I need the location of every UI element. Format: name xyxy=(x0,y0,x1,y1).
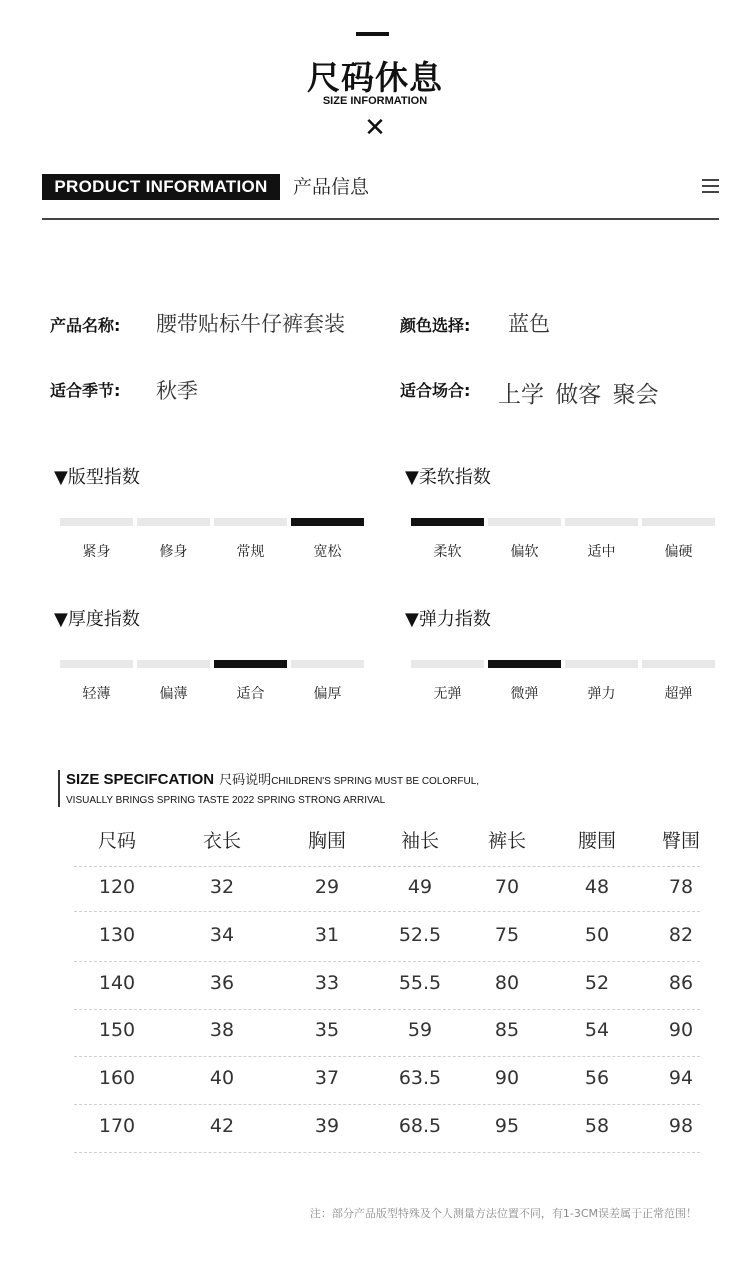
row-divider xyxy=(74,1009,700,1010)
thickness-index-option: 偏厚 xyxy=(313,686,342,702)
softness-index-option: 适中 xyxy=(587,544,616,560)
fit-index-title: ▼版型指数 xyxy=(54,467,140,488)
table-header-cell: 臀围 xyxy=(661,830,700,852)
row-divider xyxy=(74,1152,700,1153)
size-spec-subtitle-2: VISUALLY BRINGS SPRING TASTE 2022 SPRING STRONG ARRIVAL xyxy=(66,795,386,806)
product-name-value: 腰带贴标牛仔裤套装 xyxy=(156,312,345,336)
softness-index-title: ▼柔软指数 xyxy=(405,467,491,488)
size-spec-subtitle-1: CHILDREN'S SPRING MUST BE COLORFUL, xyxy=(271,776,480,787)
row-divider xyxy=(74,1056,700,1057)
thickness-index-bar xyxy=(291,660,364,668)
table-cell: 58 xyxy=(584,1115,610,1137)
elasticity-index-bar xyxy=(411,660,484,668)
table-cell: 90 xyxy=(494,1067,520,1089)
table-cell: 39 xyxy=(314,1115,340,1137)
table-header-cell: 衣长 xyxy=(202,830,241,852)
table-cell: 59 xyxy=(407,1019,433,1041)
table-cell: 170 xyxy=(98,1115,136,1137)
table-cell: 35 xyxy=(314,1019,340,1041)
softness-index-bar xyxy=(488,518,561,526)
table-cell: 90 xyxy=(668,1019,694,1041)
header-divider xyxy=(42,218,719,220)
table-cell: 42 xyxy=(209,1115,235,1137)
table-cell: 82 xyxy=(668,924,694,946)
color-label: 颜色选择: xyxy=(400,316,471,335)
size-spec-heading xyxy=(66,769,479,788)
product-information-label: 产品信息 xyxy=(293,176,370,198)
close-icon: ✕ xyxy=(364,113,386,143)
fit-index-bar xyxy=(214,518,287,526)
table-cell: 52 xyxy=(584,972,610,994)
fit-index-bar-selected xyxy=(291,518,364,526)
table-cell: 54 xyxy=(584,1019,610,1041)
table-header-cell: 尺码 xyxy=(97,830,136,852)
table-cell: 150 xyxy=(98,1019,136,1041)
table-cell: 38 xyxy=(209,1019,235,1041)
softness-index-bar xyxy=(565,518,638,526)
table-cell: 34 xyxy=(209,924,235,946)
elasticity-index-option: 超弹 xyxy=(664,686,693,702)
season-label: 适合季节: xyxy=(50,381,121,400)
thickness-index-bar xyxy=(60,660,133,668)
thickness-index-bar xyxy=(137,660,210,668)
table-cell: 63.5 xyxy=(398,1067,442,1089)
table-cell: 80 xyxy=(494,972,520,994)
menu-icon xyxy=(702,179,719,193)
table-cell: 140 xyxy=(98,972,136,994)
top-dash-decoration xyxy=(356,32,389,36)
table-cell: 75 xyxy=(494,924,520,946)
table-cell: 32 xyxy=(209,876,235,898)
size-spec-title-en: SIZE SPECIFCATION xyxy=(66,771,215,788)
fit-index-bar xyxy=(60,518,133,526)
table-cell: 98 xyxy=(668,1115,694,1137)
table-cell: 49 xyxy=(407,876,433,898)
elasticity-index-title: ▼弹力指数 xyxy=(405,609,491,630)
table-cell: 36 xyxy=(209,972,235,994)
elasticity-index-option: 无弹 xyxy=(433,686,462,702)
size-spec-accent-line xyxy=(58,770,60,807)
table-cell: 37 xyxy=(314,1067,340,1089)
elasticity-index-option: 微弹 xyxy=(510,686,539,702)
table-cell: 52.5 xyxy=(398,924,442,946)
softness-index-option: 偏软 xyxy=(510,544,539,560)
table-cell: 160 xyxy=(98,1067,136,1089)
fit-index-option: 修身 xyxy=(159,544,188,560)
table-header-cell: 胸围 xyxy=(307,830,346,852)
table-cell: 68.5 xyxy=(398,1115,442,1137)
table-cell: 78 xyxy=(668,876,694,898)
thickness-index-option: 偏薄 xyxy=(159,686,188,702)
occasion-value: 上学 做客 聚会 xyxy=(498,382,659,408)
fit-index-option: 紧身 xyxy=(82,544,111,560)
occasion-label: 适合场合: xyxy=(400,381,471,400)
table-cell: 86 xyxy=(668,972,694,994)
color-value: 蓝色 xyxy=(508,312,550,336)
measurement-note: 注：部分产品版型特殊及个人测量方法位置不同，有1-3CM误差属于正常范围！ xyxy=(309,1207,697,1220)
table-cell: 48 xyxy=(584,876,610,898)
table-cell: 55.5 xyxy=(398,972,442,994)
fit-index-option: 宽松 xyxy=(313,544,342,560)
table-header-cell: 裤长 xyxy=(487,830,526,852)
table-cell: 85 xyxy=(494,1019,520,1041)
table-header-cell: 袖长 xyxy=(400,830,439,852)
table-cell: 70 xyxy=(494,876,520,898)
page-title: 尺码休息 xyxy=(307,58,443,97)
fit-index-option: 常规 xyxy=(236,544,265,560)
row-divider xyxy=(74,911,700,912)
season-value: 秋季 xyxy=(156,379,198,403)
table-cell: 50 xyxy=(584,924,610,946)
fit-index-bar xyxy=(137,518,210,526)
table-cell: 33 xyxy=(314,972,340,994)
elasticity-index-bar-selected xyxy=(488,660,561,668)
thickness-index-option: 轻薄 xyxy=(82,686,111,702)
table-cell: 40 xyxy=(209,1067,235,1089)
table-header-cell: 腰围 xyxy=(577,830,616,852)
thickness-index-bar-selected xyxy=(214,660,287,668)
table-cell: 130 xyxy=(98,924,136,946)
table-cell: 95 xyxy=(494,1115,520,1137)
row-divider xyxy=(74,866,700,867)
softness-index-option: 偏硬 xyxy=(664,544,693,560)
table-cell: 29 xyxy=(314,876,340,898)
page-subtitle: SIZE INFORMATION xyxy=(322,95,428,107)
product-name-label: 产品名称: xyxy=(50,316,121,335)
row-divider xyxy=(74,961,700,962)
elasticity-index-option: 弹力 xyxy=(587,686,616,702)
row-divider xyxy=(74,1104,700,1105)
elasticity-index-bar xyxy=(642,660,715,668)
product-information-badge: PRODUCT INFORMATION xyxy=(42,174,280,200)
table-cell: 120 xyxy=(98,876,136,898)
table-cell: 94 xyxy=(668,1067,694,1089)
softness-index-option: 柔软 xyxy=(433,544,462,560)
softness-index-bar xyxy=(642,518,715,526)
softness-index-bar-selected xyxy=(411,518,484,526)
thickness-index-option: 适合 xyxy=(236,686,265,702)
table-cell: 31 xyxy=(314,924,340,946)
elasticity-index-bar xyxy=(565,660,638,668)
table-cell: 56 xyxy=(584,1067,610,1089)
size-spec-title-cn: 尺码说明 xyxy=(219,773,272,788)
thickness-index-title: ▼厚度指数 xyxy=(54,609,140,630)
